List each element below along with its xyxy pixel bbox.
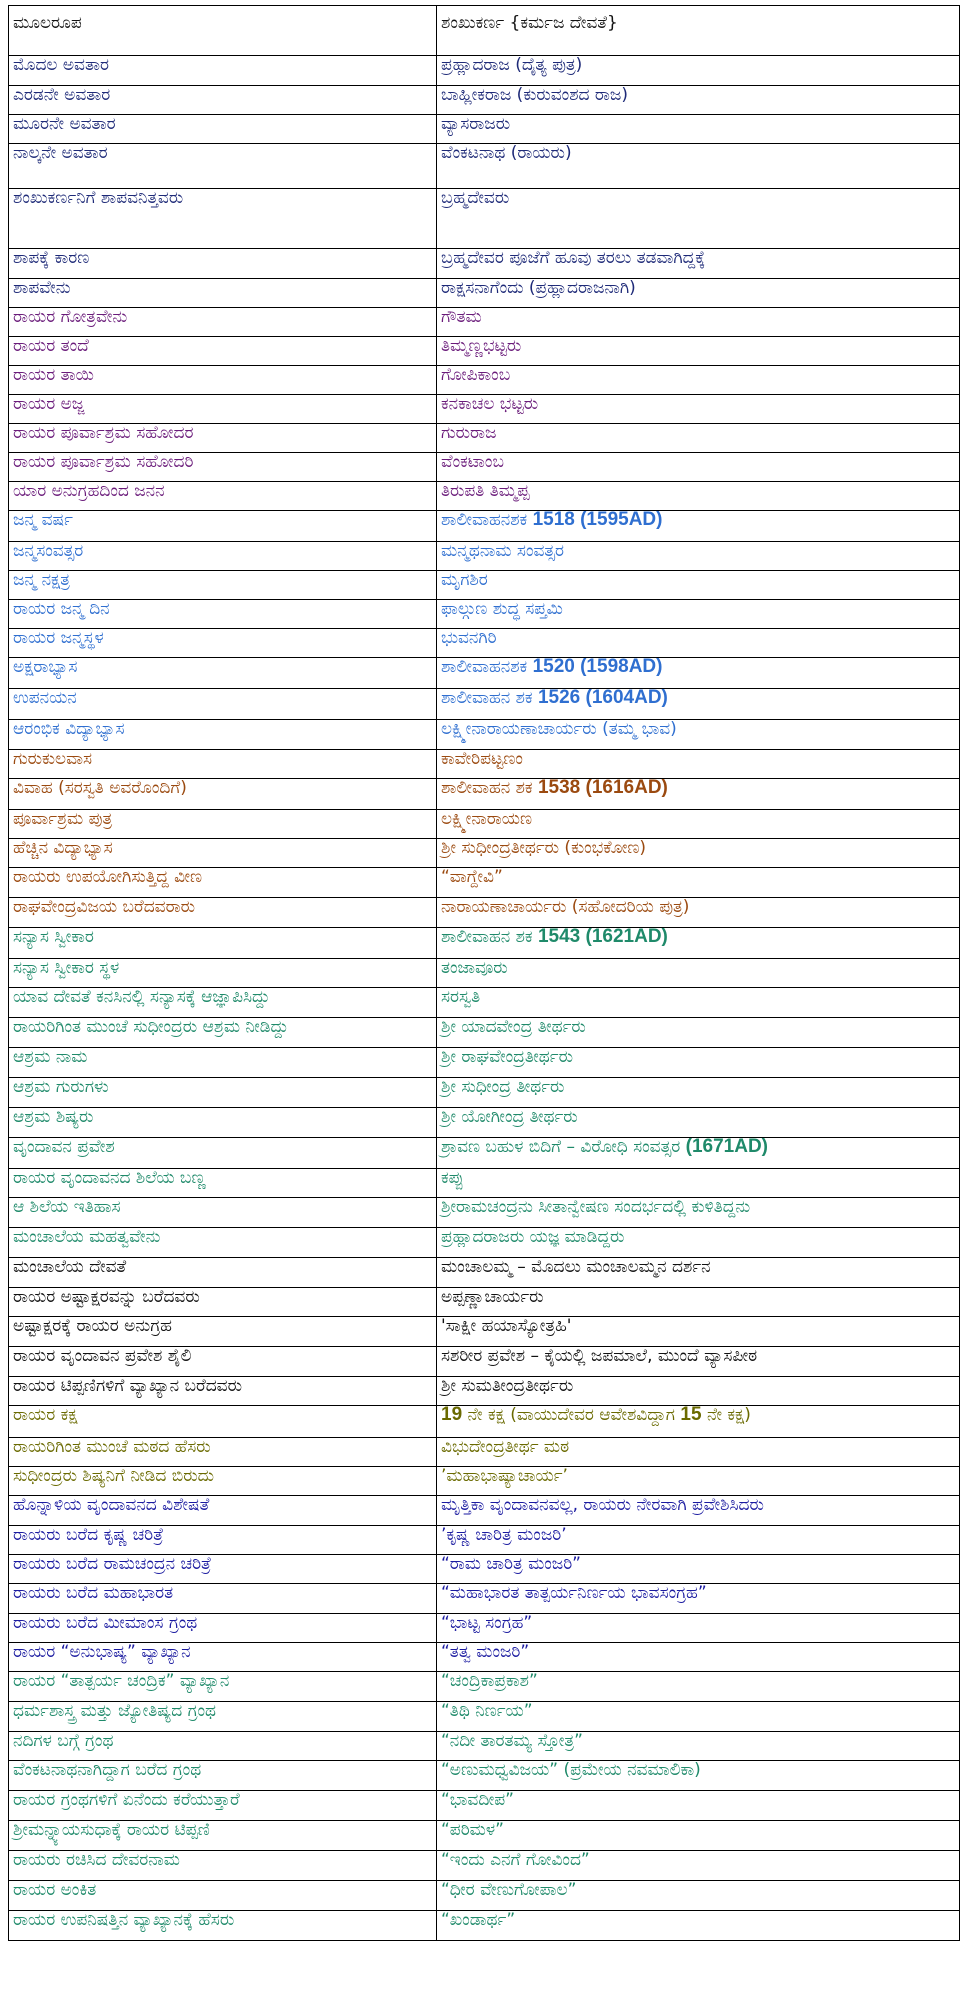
- row-value: [437, 1761, 960, 1791]
- row-label: ರಾಯರ ಉಪನಿಷತ್ತಿನ ವ್ಯಾಖ್ಯಾನಕ್ಕೆ ಹೆಸರು: [9, 1911, 437, 1941]
- row-value: [437, 453, 960, 482]
- row-value-text: “ಚಂದ್ರಿಕಾಪ್ರಕಾಶ”: [441, 1671, 538, 1691]
- row-label: ಸನ್ಯಾಸ ಸ್ವೀಕಾರ: [9, 928, 437, 959]
- row-value-text: ಬ್ರಹ್ಮದೇವರ ಪೂಜೆಗೆ ಹೂವು ತರಲು ತಡವಾಗಿದ್ದಕ್ಕೆ: [441, 248, 706, 268]
- row-value: [437, 600, 960, 629]
- row-label: ಶ್ರೀಮನ್ನ್ಯಾಯಸುಧಾಕ್ಕೆ ರಾಯರ ಟಿಪ್ಪಣಿ: [9, 1821, 437, 1851]
- row-label: ಮಂಚಾಲೆಯ ದೇವತೆ: [9, 1258, 437, 1288]
- table-row: [9, 144, 960, 189]
- row-value-text: ಸರಸ್ವತಿ: [441, 987, 481, 1007]
- table-row: [9, 779, 960, 810]
- row-label: ಶಂಖುಕರ್ಣನಿಗೆ ಶಾಪವನಿತ್ತವರು: [9, 189, 437, 249]
- row-value: [437, 1347, 960, 1377]
- row-value-text: ಶ್ರೀ ಸುಧೀಂದ್ರ ತೀರ್ಥರು: [441, 1077, 565, 1097]
- row-value-text: ಕಪ್ಪು: [441, 1168, 464, 1188]
- row-value: [437, 1672, 960, 1702]
- table-row: [9, 1761, 960, 1791]
- row-label: ರಾಯರು ಬರೆದ ರಾಮಚಂದ್ರನ ಚರಿತ್ರೆ: [9, 1555, 437, 1584]
- row-value: [437, 366, 960, 395]
- row-value: [437, 1467, 960, 1496]
- table-row: [9, 1911, 960, 1941]
- row-value-text: ಮೃಗಶಿರ: [441, 570, 488, 590]
- row-value-text: ಕಾವೇರಿಪಟ್ಟಣಂ: [441, 749, 523, 769]
- table-row: [9, 928, 960, 959]
- row-label: ನದಿಗಳ ಬಗ್ಗೆ ಗ್ರಂಥ: [9, 1732, 437, 1761]
- row-value: [437, 1048, 960, 1078]
- table-row: [9, 1496, 960, 1526]
- row-value: [437, 571, 960, 600]
- row-value-number: 1518 (1595AD): [532, 510, 663, 530]
- row-label: ಸುಧೀಂದ್ರರು ಶಿಷ್ಯನಿಗೆ ನೀಡಿದ ಬಿರುದು: [9, 1467, 437, 1496]
- table-row: [9, 1672, 960, 1702]
- row-value-number: 1538 (1616AD): [537, 778, 668, 798]
- table-row: [9, 1198, 960, 1228]
- table-row: [9, 1288, 960, 1317]
- table-row: [9, 249, 960, 279]
- row-label: ರಾಯರ ಜನ್ಮಸ್ಥಳ: [9, 629, 437, 658]
- row-value-text: “ರಾಮ ಚಾರಿತ್ರ ಮಂಜರಿ”: [441, 1554, 581, 1574]
- row-label: ರಾಯರು ಬರೆದ ಕೃಷ್ಣ ಚರಿತ್ರೆ: [9, 1526, 437, 1555]
- table-row: [9, 1406, 960, 1438]
- table-row: [9, 1347, 960, 1377]
- row-value-text: “ಇಂದು ಎನಗೆ ಗೋವಿಂದ”: [441, 1850, 590, 1870]
- row-label: ಗುರುಕುಲವಾಸ: [9, 750, 437, 779]
- row-value: [437, 308, 960, 337]
- row-value: [437, 1791, 960, 1821]
- table-row: [9, 1821, 960, 1851]
- row-value-text: ತಿಮ್ಮಣ್ಣಭಟ್ಟರು: [441, 336, 522, 356]
- table-row: [9, 1438, 960, 1467]
- row-label: ಶಾಪಕ್ಕೆ ಕಾರಣ: [9, 249, 437, 279]
- table-row: [9, 1614, 960, 1643]
- row-value: [437, 279, 960, 308]
- row-value-text: ಶ್ರಾವಣ ಬಹುಳ ಬಿದಿಗೆ – ವಿರೋಧಿ ಸಂವತ್ಸರ: [441, 1137, 686, 1157]
- row-value: [437, 779, 960, 810]
- row-label: ರಾಯರ ಗ್ರಂಥಗಳಿಗೆ ಏನೆಂದು ಕರೆಯುತ್ತಾರೆ: [9, 1791, 437, 1821]
- table-row: [9, 337, 960, 366]
- row-value: [437, 1169, 960, 1198]
- row-label: ಅಷ್ಟಾಕ್ಷರಕ್ಕೆ ರಾಯರ ಅನುಗ್ರಹ: [9, 1317, 437, 1347]
- table-row: [9, 1138, 960, 1169]
- row-value-text: ತಂಜಾವೂರು: [441, 958, 508, 978]
- row-value-text: ಶಾಲೀವಾಹನ ಶಕ: [441, 778, 538, 798]
- row-value: [437, 1643, 960, 1672]
- row-value: [437, 1258, 960, 1288]
- row-value-text: ಸಶರೀರ ಪ್ರವೇಶ – ಕೈಯಲ್ಲಿ ಜಪಮಾಲೆ, ಮುಂದೆ ವ್ಯಾಸಪೀಠ: [441, 1346, 758, 1366]
- row-label: ರಾಯರ ಅಷ್ಟಾಕ್ಷರವನ್ನು ಬರೆದವರು: [9, 1288, 437, 1317]
- row-value: [437, 1732, 960, 1761]
- header-row: [9, 6, 960, 56]
- row-label: ಮೂರನೇ ಅವತಾರ: [9, 115, 437, 144]
- table-row: [9, 898, 960, 928]
- row-value: [437, 1821, 960, 1851]
- row-value-text: ಲಕ್ಷ್ಮೀನಾರಾಯಣಾಚಾರ್ಯರು (ತಮ್ಮ ಭಾವ): [441, 719, 677, 739]
- row-value-text: “ಭಾವದೀಪ”: [441, 1790, 514, 1810]
- table-row: [9, 750, 960, 779]
- row-value-text: ಶ್ರೀ ಸುಧೀಂದ್ರತೀರ್ಥರು (ಕುಂಭಕೋಣ): [441, 838, 647, 858]
- row-value-text: ಪ್ರಹ್ಲಾದರಾಜ (ದೈತ್ಯ ಪುತ್ರ): [441, 55, 583, 75]
- row-value: [437, 689, 960, 720]
- row-value-text: ರಾಕ್ಷಸನಾಗೆಂದು (ಪ್ರಹ್ಲಾದರಾಜನಾಗಿ): [441, 278, 636, 298]
- row-label: ರಾಯರ ಟಿಪ್ಪಣಿಗಳಿಗೆ ವ್ಯಾಖ್ಯಾನ ಬರೆದವರು: [9, 1377, 437, 1406]
- row-value-text: ತಿರುಪತಿ ತಿಮ್ಮಪ್ಪ: [441, 481, 530, 501]
- row-label: ರಾಯರಿಗಿಂತ ಮುಂಚೆ ಸುಧೀಂದ್ರರು ಆಶ್ರಮ ನೀಡಿದ್ದು: [9, 1018, 437, 1048]
- row-value-text: ಗೋಪಿಕಾಂಬ: [441, 365, 511, 385]
- row-value-text: ಅಪ್ಪಣ್ಣಾಚಾರ್ಯರು: [441, 1287, 544, 1307]
- row-value: [437, 898, 960, 928]
- row-value-text: ಶ್ರೀ ಯಾದವೇಂದ್ರ ತೀರ್ಥರು: [441, 1017, 586, 1037]
- table-row: [9, 1018, 960, 1048]
- row-value-text: “ಭಾಟ್ಟ ಸಂಗ್ರಹ”: [441, 1613, 533, 1633]
- row-value-text: ಗುರುರಾಜ: [441, 423, 497, 443]
- table-row: [9, 1643, 960, 1672]
- row-value-text: ಫಾಲ್ಗುಣ ಶುದ್ಧ ಸಪ್ತಮಿ: [441, 599, 563, 619]
- row-value: [437, 56, 960, 86]
- row-value-text: ಪ್ರಹ್ಲಾದರಾಜರು ಯಜ್ಞ ಮಾಡಿದ್ದರು: [441, 1227, 625, 1247]
- row-value-text: ಲಕ್ಷ್ಮೀನಾರಾಯಣ: [441, 809, 533, 829]
- row-label: ಆಶ್ರಮ ಗುರುಗಳು: [9, 1078, 437, 1108]
- row-label: ಜನ್ಮಸಂವತ್ಸರ: [9, 542, 437, 571]
- row-label: ರಾಘವೇಂದ್ರವಿಜಯ ಬರೆದವರಾರು: [9, 898, 437, 928]
- table-row: [9, 1584, 960, 1614]
- row-value-text: ಶ್ರೀ ರಾಘವೇಂದ್ರತೀರ್ಥರು: [441, 1047, 573, 1067]
- row-value: [437, 1614, 960, 1643]
- row-label: ರಾಯರ ಜನ್ಮ ದಿನ: [9, 600, 437, 629]
- row-label: ಆ ಶಿಲೆಯ ಇತಿಹಾಸ: [9, 1198, 437, 1228]
- row-value: [437, 115, 960, 144]
- row-value-text: ಬ್ರಹ್ಮದೇವರು: [441, 188, 510, 208]
- row-label: ಮಂಚಾಲೆಯ ಮಹತ್ವವೇನು: [9, 1228, 437, 1258]
- table-row: [9, 629, 960, 658]
- row-label: ರಾಯರ “ಅನುಭಾಷ್ಯ” ವ್ಯಾಖ್ಯಾನ: [9, 1643, 437, 1672]
- row-value-text: “ಧೀರ ವೇಣುಗೋಪಾಲ”: [441, 1880, 577, 1900]
- row-value-number: 1543 (1621AD): [537, 927, 668, 947]
- row-value: [437, 86, 960, 115]
- table-row: [9, 988, 960, 1018]
- table-row: [9, 600, 960, 629]
- row-value-text: “ನದೀ ತಾರತಮ್ಯ ಸ್ತೋತ್ರ”: [441, 1731, 583, 1751]
- row-value-text: ನಾರಾಯಣಾಚಾರ್ಯರು (ಸಹೋದರಿಯ ಪುತ್ರ): [441, 897, 690, 917]
- row-value-text: “ಅಣುಮಧ್ವವಿಜಯ” (ಪ್ರಮೇಯ ನವಮಾಲಿಕಾ): [441, 1760, 701, 1780]
- row-label: ರಾಯರಿಗಿಂತ ಮುಂಚೆ ಮಠದ ಹೆಸರು: [9, 1438, 437, 1467]
- row-label: ರಾಯರು ಬರೆದ ಮೀಮಾಂಸ ಗ್ರಂಥ: [9, 1614, 437, 1643]
- table-row: [9, 689, 960, 720]
- table-row: [9, 1467, 960, 1496]
- row-value-text: “ಮಹಾಭಾರತ ತಾತ್ಪರ್ಯನಿರ್ಣಯ ಭಾವಸಂಗ್ರಹ”: [441, 1583, 707, 1603]
- row-value-text: ಶ್ರೀ ಸುಮತೀಂದ್ರತೀರ್ಥರು: [441, 1376, 574, 1396]
- table-row: [9, 482, 960, 511]
- row-value-text: ’ಮಹಾಭಾಷ್ಯಾಚಾರ್ಯ’: [441, 1466, 568, 1486]
- table-row: [9, 189, 960, 249]
- row-label: ಎರಡನೇ ಅವತಾರ: [9, 86, 437, 115]
- row-value: [437, 959, 960, 988]
- table-body: [9, 6, 960, 1941]
- row-value-number: (1671AD): [685, 1137, 769, 1157]
- row-value: [437, 1018, 960, 1048]
- row-label: ರಾಯರ ಪೂರ್ವಾಶ್ರಮ ಸಹೋದರ: [9, 424, 437, 453]
- row-value-text: “ಪರಿಮಳ”: [441, 1820, 504, 1840]
- table-row: [9, 1078, 960, 1108]
- table-row: [9, 395, 960, 424]
- row-value-number: 19: [441, 1405, 463, 1425]
- row-value: [437, 1702, 960, 1732]
- row-value: [437, 1881, 960, 1911]
- table-row: [9, 1377, 960, 1406]
- row-value-text: ಶಾಲೀವಾಹನ ಶಕ: [441, 688, 538, 708]
- row-value: [437, 1228, 960, 1258]
- row-value: [437, 511, 960, 542]
- table-row: [9, 571, 960, 600]
- row-value-text: ವ್ಯಾಸರಾಜರು: [441, 114, 511, 134]
- row-value: [437, 629, 960, 658]
- row-label: ರಾಯರ ವೃಂದಾವನದ ಶಿಲೆಯ ಬಣ್ಣ: [9, 1169, 437, 1198]
- row-label: ರಾಯರ “ತಾತ್ಪರ್ಯ ಚಂದ್ರಿಕ” ವ್ಯಾಖ್ಯಾನ: [9, 1672, 437, 1702]
- row-label: ಆರಂಭಿಕ ವಿದ್ಯಾಭ್ಯಾಸ: [9, 720, 437, 750]
- row-label: ಯಾವ ದೇವತೆ ಕನಸಿನಲ್ಲಿ ಸನ್ಯಾಸಕ್ಕೆ ಆಜ್ಞಾಪಿಸಿದ್ದು: [9, 988, 437, 1018]
- table-row: [9, 424, 960, 453]
- row-value: [437, 1377, 960, 1406]
- row-value-text: ಗೌತಮ: [441, 307, 482, 327]
- table-row: [9, 115, 960, 144]
- table-row: [9, 720, 960, 750]
- row-value: [437, 1496, 960, 1526]
- row-value-text: ಮಂಚಾಲಮ್ಮ – ಮೊದಲು ಮಂಚಾಲಮ್ಮನ ದರ್ಶನ: [441, 1257, 711, 1277]
- row-value: [437, 839, 960, 868]
- row-value-text: ಶಾಲೀವಾಹನಶಕ: [441, 510, 533, 530]
- table-row: [9, 453, 960, 482]
- table-row: [9, 542, 960, 571]
- table-row: [9, 1048, 960, 1078]
- row-value-text: ಶಾಲೀವಾಹನಶಕ: [441, 657, 533, 677]
- row-value-text: “ಖಂಡಾರ್ಥ”: [441, 1910, 516, 1930]
- row-value-text: ಶ್ರೀ ಯೋಗೀಂದ್ರ ತೀರ್ಥರು: [441, 1107, 578, 1127]
- row-value: [437, 144, 960, 189]
- row-value: [437, 1317, 960, 1347]
- row-value-text: ಶಾಲೀವಾಹನ ಶಕ: [441, 927, 538, 947]
- row-label: ರಾಯರ ಗೋತ್ರವೇನು: [9, 308, 437, 337]
- row-value: [437, 337, 960, 366]
- row-value-text: ವೆಂಕಟಾಂಬ: [441, 452, 504, 472]
- table-row: [9, 1228, 960, 1258]
- row-label: ವಿವಾಹ (ಸರಸ್ವತಿ ಅವರೊಂದಿಗೆ): [9, 779, 437, 810]
- table-row: [9, 1526, 960, 1555]
- table-row: [9, 1791, 960, 1821]
- row-value: [437, 988, 960, 1018]
- row-value: [437, 1138, 960, 1169]
- header-cell-left: ಮೂಲರೂಪ: [9, 6, 437, 56]
- row-label: ರಾಯರು ರಚಿಸಿದ ದೇವರನಾಮ: [9, 1851, 437, 1881]
- row-label: ಆಶ್ರಮ ಶಿಷ್ಯರು: [9, 1108, 437, 1138]
- row-value: [437, 542, 960, 571]
- row-label: ನಾಲ್ಕನೇ ಅವತಾರ: [9, 144, 437, 189]
- row-value-number: 15: [680, 1405, 702, 1425]
- row-label: ಹೊನ್ನಾಳಿಯ ವೃಂದಾವನದ ವಿಶೇಷತೆ: [9, 1496, 437, 1526]
- row-label: ಯಾರ ಅನುಗ್ರಹದಿಂದ ಜನನ: [9, 482, 437, 511]
- row-value-text: “ತಿಥಿ ನಿರ್ಣಯ”: [441, 1701, 533, 1721]
- row-value: [437, 1584, 960, 1614]
- row-value: [437, 928, 960, 959]
- table-row: [9, 1702, 960, 1732]
- row-value: [437, 1526, 960, 1555]
- row-label: ಮೊದಲ ಅವತಾರ: [9, 56, 437, 86]
- row-label: ಆಶ್ರಮ ನಾಮ: [9, 1048, 437, 1078]
- row-label: ಪೂರ್ವಾಶ್ರಮ ಪುತ್ರ: [9, 810, 437, 839]
- row-value: [437, 1198, 960, 1228]
- row-value-number: 1520 (1598AD): [532, 657, 663, 677]
- row-value-text: ಭುವನಗಿರಿ: [441, 628, 497, 648]
- row-value-text: ನೇ ಕಕ್ಷ (ವಾಯುದೇವರ ಆವೇಶವಿದ್ದಾಗ: [462, 1405, 681, 1425]
- row-label: ಸನ್ಯಾಸ ಸ್ವೀಕಾರ ಸ್ಥಳ: [9, 959, 437, 988]
- row-value: [437, 1911, 960, 1941]
- row-value: [437, 810, 960, 839]
- row-value-text: ಕನಕಾಚಲ ಭಟ್ಟರು: [441, 394, 539, 414]
- row-value: [437, 1555, 960, 1584]
- table-row: [9, 959, 960, 988]
- row-label: ವೆಂಕಟನಾಥನಾಗಿದ್ದಾಗ ಬರೆದ ಗ್ರಂಥ: [9, 1761, 437, 1791]
- row-label: ರಾಯರು ಉಪಯೋಗಿಸುತ್ತಿದ್ದ ವೀಣ: [9, 868, 437, 898]
- table-row: [9, 308, 960, 337]
- row-value-number: 1526 (1604AD): [537, 688, 668, 708]
- row-value-text: ಮೃತ್ತಿಕಾ ವೃಂದಾವನವಲ್ಲ, ರಾಯರು ನೇರವಾಗಿ ಪ್ರವೇಶಿಸಿದರು: [441, 1495, 764, 1515]
- row-value-text: ವೆಂಕಟನಾಥ (ರಾಯರು): [441, 143, 572, 163]
- table-row: [9, 1169, 960, 1198]
- row-value: [437, 424, 960, 453]
- table-row: [9, 810, 960, 839]
- row-value-text: ಶ್ರೀರಾಮಚಂದ್ರನು ಸೀತಾನ್ವೇಷಣ ಸಂದರ್ಭದಲ್ಲಿ ಕುಳಿತಿದ್ದನು: [441, 1197, 751, 1217]
- table-row: [9, 1108, 960, 1138]
- row-label: ಉಪನಯನ: [9, 689, 437, 720]
- row-label: ರಾಯರ ಪೂರ್ವಾಶ್ರಮ ಸಹೋದರಿ: [9, 453, 437, 482]
- row-label: ಜನ್ಮ ವರ್ಷ: [9, 511, 437, 542]
- row-value-text: ನೇ ಕಕ್ಷ): [701, 1405, 751, 1425]
- row-value: [437, 720, 960, 750]
- table-row: [9, 56, 960, 86]
- row-label: ಶಾಪವೇನು: [9, 279, 437, 308]
- table-row: [9, 1317, 960, 1347]
- table-row: [9, 511, 960, 542]
- row-label: ರಾಯರ ಅಂಕಿತ: [9, 1881, 437, 1911]
- table-row: [9, 366, 960, 395]
- table-row: [9, 279, 960, 308]
- row-value: [437, 482, 960, 511]
- row-value: [437, 1288, 960, 1317]
- row-label: ರಾಯರ ತಂದೆ: [9, 337, 437, 366]
- table-row: [9, 868, 960, 898]
- row-label: ಧರ್ಮಶಾಸ್ತ್ರ ಮತ್ತು ಜ್ಯೋತಿಷ್ಯದ ಗ್ರಂಥ: [9, 1702, 437, 1732]
- row-value: [437, 1078, 960, 1108]
- row-value: [437, 1108, 960, 1138]
- table-row: [9, 1851, 960, 1881]
- row-value: [437, 1851, 960, 1881]
- row-label: ರಾಯರ ಕಕ್ಷ: [9, 1406, 437, 1438]
- row-label: ರಾಯರ ಅಜ್ಜ: [9, 395, 437, 424]
- row-value: [437, 1438, 960, 1467]
- row-label: ಅಕ್ಷರಾಭ್ಯಾಸ: [9, 658, 437, 689]
- row-label: ವೃಂದಾವನ ಪ್ರವೇಶ: [9, 1138, 437, 1169]
- table-row: [9, 1258, 960, 1288]
- table-row: [9, 1881, 960, 1911]
- document-page: [8, 5, 959, 1941]
- row-label: ರಾಯರ ತಾಯಿ: [9, 366, 437, 395]
- table-row: [9, 839, 960, 868]
- row-value-text: “ತತ್ವ ಮಂಜರಿ”: [441, 1642, 530, 1662]
- row-value-text: ಬಾಹ್ಲೀಕರಾಜ (ಕುರುವಂಶದ ರಾಜ): [441, 85, 628, 105]
- row-label: ರಾಯರು ಬರೆದ ಮಹಾಭಾರತ: [9, 1584, 437, 1614]
- row-value: [437, 249, 960, 279]
- row-value: [437, 750, 960, 779]
- table-row: [9, 1555, 960, 1584]
- row-value: [437, 395, 960, 424]
- table-row: [9, 86, 960, 115]
- row-value-text: ಮನ್ಮಥನಾಮ ಸಂವತ್ಸರ: [441, 541, 565, 561]
- header-cell-right: ಶಂಖುಕರ್ಣ {ಕರ್ಮಜ ದೇವತೆ}: [437, 6, 960, 56]
- row-value-text: 'ಸಾಕ್ಷೀ ಹಯಾಸ್ಯೋತ್ರಹಿ': [441, 1316, 572, 1336]
- row-label: ಹೆಚ್ಚಿನ ವಿದ್ಯಾಭ್ಯಾಸ: [9, 839, 437, 868]
- row-value: [437, 1406, 960, 1438]
- row-value-text: “ವಾಗ್ದೇವಿ”: [441, 867, 503, 887]
- table-row: [9, 658, 960, 689]
- row-value-text: ವಿಭುದೇಂದ್ರತೀರ್ಥ ಮಠ: [441, 1437, 570, 1457]
- row-label: ರಾಯರ ವೃಂದಾವನ ಪ್ರವೇಶ ಶೈಲಿ: [9, 1347, 437, 1377]
- row-value: [437, 658, 960, 689]
- info-table: [8, 5, 960, 1941]
- row-value: [437, 189, 960, 249]
- row-label: ಜನ್ಮ ನಕ್ಷತ್ರ: [9, 571, 437, 600]
- table-row: [9, 1732, 960, 1761]
- row-value: [437, 868, 960, 898]
- row-value-text: ’ಕೃಷ್ಣ ಚಾರಿತ್ರ ಮಂಜರಿ’: [441, 1525, 567, 1545]
